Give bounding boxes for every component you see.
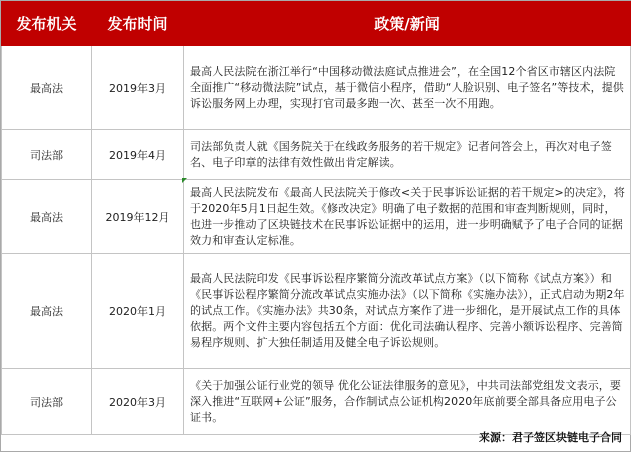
source-caption: 来源：君子签区块链电子合同 bbox=[479, 431, 622, 444]
cell-date: 2020年1月 bbox=[92, 254, 184, 369]
cell-agency: 司法部 bbox=[2, 369, 92, 435]
cell-agency: 最高法 bbox=[2, 254, 92, 369]
header-agency: 发布机关 bbox=[2, 2, 92, 46]
table-row bbox=[2, 46, 631, 130]
cell-agency: 最高法 bbox=[2, 46, 92, 130]
cell-date: 2019年4月 bbox=[92, 130, 184, 180]
header-policy: 政策/新闻 bbox=[184, 2, 631, 46]
table-header-row bbox=[2, 2, 631, 46]
cell-policy: 司法部负责人就《国务院关于在线政务服务的若干规定》记者问答会上，再次对电子签名、电子印章的法律有效性做出肯定解读。 bbox=[184, 130, 631, 180]
header-date: 发布时间 bbox=[92, 2, 184, 46]
cell-date: 2019年12月 bbox=[92, 180, 184, 254]
cell-policy: 最高人民法院在浙江举行“中国移动微法庭试点推进会”，在全国12个省区市辖区内法院全面推广“移动微法院”试点，基于微信小程序，借助“人脸识别、电子签名”等技术，提供诉讼服务网上办理，实现打官司最多跑一次、甚至一次不用跑。 bbox=[184, 46, 631, 130]
cell-policy: 最高人民法院发布《最高人民法院关于修改<关于民事诉讼证据的若干规定>的决定》，将于2020年5月1日起生效。《修改决定》明确了电子数据的范围和审查判断规则，同时，也进一步推动了区块链技术在民事诉讼证据中的运用，进一步明确赋予了电子合同的证据效力和审查认定标准。 bbox=[184, 180, 631, 254]
cell-policy: 《关于加强公证行业党的领导 优化公证法律服务的意见》，中共司法部党组发文表示，要深入推进“互联网+公证”服务，合作制试点公证机构2020年底前要全部具备应用电子公证书。 bbox=[184, 369, 631, 435]
table-row bbox=[2, 254, 631, 369]
cell-date: 2019年3月 bbox=[92, 46, 184, 130]
cell-policy: 最高人民法院印发《民事诉讼程序繁简分流改革试点方案》（以下简称《试点方案》）和《民事诉讼程序繁简分流改革试点实施办法》（以下简称《实施办法》），正式启动为期2年的试点工作。《实施办法》共30条，对试点方案作了进一步细化，是开展试点工作的具体依据。两个文件主要内容包括五个方面：优化司法确认程序、完善小额诉讼程序、完善简易程序规则、扩大独任制适用及健全电子诉讼规则。 bbox=[184, 254, 631, 369]
table-row bbox=[2, 369, 631, 435]
policy-table bbox=[1, 1, 631, 435]
cell-agency: 最高法 bbox=[2, 180, 92, 254]
table-row bbox=[2, 180, 631, 254]
cell-date: 2020年3月 bbox=[92, 369, 184, 435]
cell-agency: 司法部 bbox=[2, 130, 92, 180]
table-row bbox=[2, 130, 631, 180]
cell-comment-marker bbox=[182, 178, 187, 183]
